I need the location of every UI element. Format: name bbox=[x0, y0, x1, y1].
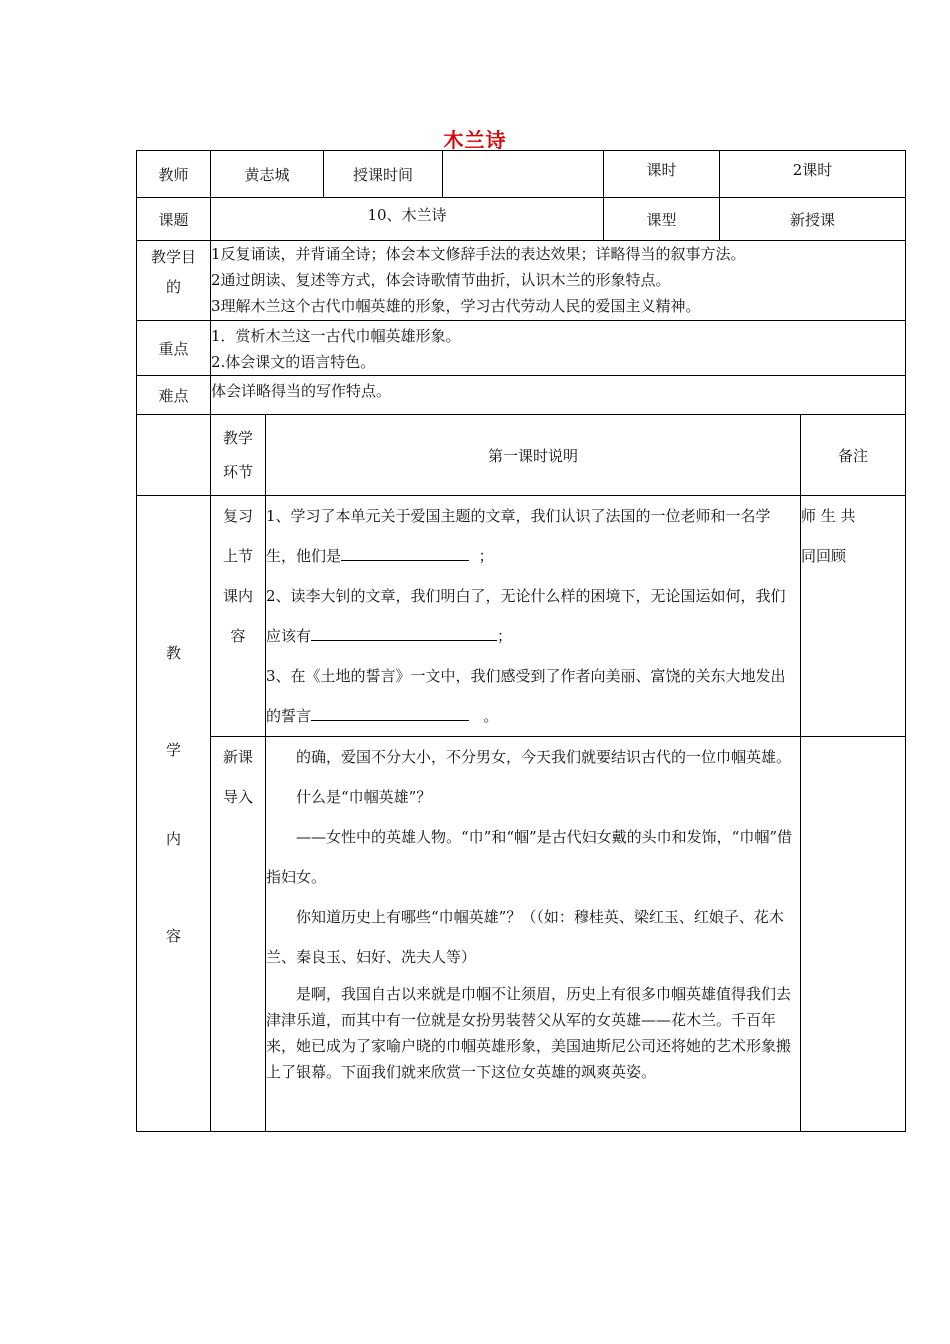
goals-content bbox=[211, 241, 906, 321]
review-question-text: 1、学习了本单元关于爱国主题的文章，我们认识了法国的一位老师和一名学生，他们是 bbox=[266, 507, 771, 565]
content-label bbox=[137, 496, 211, 1132]
review-question-end: 。 bbox=[483, 707, 499, 725]
key-points-row bbox=[137, 321, 906, 376]
step-header-line2: 环节 bbox=[222, 463, 253, 481]
intro-paragraph: 的确，爱国不分大小，不分男女，今天我们就要结识古代的一位巾帼英雄。 bbox=[296, 748, 792, 766]
difficulty-content: 体会详略得当的写作特点。 bbox=[211, 376, 906, 415]
review-remark bbox=[801, 496, 906, 737]
intro-label bbox=[211, 737, 266, 1132]
difficulty-label: 难点 bbox=[137, 376, 211, 415]
intro-paragraph: 什么是“巾帼英雄”？ bbox=[296, 788, 432, 806]
intro-content bbox=[266, 737, 801, 1132]
review-question-3 bbox=[266, 656, 800, 736]
review-row bbox=[137, 496, 906, 737]
goal-item: 2通过朗读、复述等方式，体会诗歌情节曲折，认识木兰的形象特点。 bbox=[211, 271, 671, 289]
content-label-char: 学 bbox=[165, 740, 181, 759]
review-label-line: 上节 bbox=[222, 547, 253, 565]
review-label-line: 容 bbox=[230, 627, 246, 645]
key-points-content bbox=[211, 321, 906, 376]
topic-label: 课题 bbox=[137, 198, 211, 241]
intro-row bbox=[137, 737, 906, 1132]
goals-row bbox=[137, 241, 906, 321]
key-point-item: 2.体会课文的语言特色。 bbox=[211, 353, 376, 371]
teacher-label: 教师 bbox=[137, 151, 211, 198]
step-header-line1: 教学 bbox=[222, 429, 253, 447]
review-label-line: 复习 bbox=[222, 507, 253, 525]
content-label-char: 内 bbox=[165, 829, 181, 848]
review-question-2 bbox=[266, 576, 800, 656]
header-row-2 bbox=[137, 198, 906, 241]
answer-blank bbox=[311, 704, 469, 721]
key-point-item: 1．赏析木兰这一古代巾帼英雄形象。 bbox=[211, 327, 461, 345]
review-question-end: ； bbox=[497, 627, 513, 645]
review-remark-line: 师 生 共 bbox=[801, 507, 856, 525]
topic-value: 10、木兰诗 bbox=[211, 198, 604, 241]
review-question-text: 2、读李大钊的文章，我们明白了，无论什么样的困境下，无论国运如何，我们应该有 bbox=[266, 587, 786, 645]
header-row-1 bbox=[137, 151, 906, 198]
intro-label-line: 新课 bbox=[222, 748, 253, 766]
answer-blank bbox=[341, 544, 469, 561]
time-label: 授课时间 bbox=[324, 151, 443, 198]
review-question-text: 3、在《土地的誓言》一文中，我们感受到了作者向美丽、富饶的关东大地发出的誓言 bbox=[266, 667, 786, 725]
time-value bbox=[443, 151, 604, 198]
review-question-1 bbox=[266, 496, 800, 576]
intro-label-line: 导入 bbox=[222, 788, 253, 806]
step-header bbox=[211, 415, 266, 496]
review-content bbox=[266, 496, 801, 737]
review-label bbox=[211, 496, 266, 737]
intro-paragraph: 你知道历史上有哪些“巾帼英雄”？（（如：穆桂英、梁红玉、红娘子、花木兰、秦良玉、妇好、冼夫人等） bbox=[266, 908, 784, 966]
section-header-row bbox=[137, 415, 906, 496]
review-remark-line: 同回顾 bbox=[801, 547, 847, 565]
goals-label-line1: 教学目 bbox=[150, 248, 196, 266]
answer-blank bbox=[311, 624, 497, 641]
hours-label: 课时 bbox=[604, 151, 720, 198]
difficulty-row bbox=[137, 376, 906, 415]
document-title: 木兰诗 bbox=[443, 128, 507, 152]
goal-item: 3理解木兰这个古代巾帼英雄的形象，学习古代劳动人民的爱国主义精神。 bbox=[211, 297, 701, 315]
key-points-label: 重点 bbox=[137, 321, 211, 376]
intro-remark bbox=[801, 737, 906, 1132]
empty-cell bbox=[137, 415, 211, 496]
content-label-char: 容 bbox=[165, 926, 181, 945]
type-value: 新授课 bbox=[720, 198, 906, 241]
goals-label-line2: 的 bbox=[165, 278, 181, 296]
goals-label bbox=[137, 241, 211, 321]
intro-paragraph: ——女性中的英雄人物。“巾”和“帼”是古代妇女戴的头巾和发饰，“巾帼”借指妇女。 bbox=[266, 828, 793, 886]
goal-item: 1反复诵读，并背诵全诗；体会本文修辞手法的表达效果；详略得当的叙事方法。 bbox=[211, 245, 746, 263]
type-label: 课型 bbox=[604, 198, 720, 241]
review-label-line: 课内 bbox=[222, 587, 253, 605]
intro-paragraph: 是啊，我国自古以来就是巾帼不让须眉，历史上有很多巾帼英雄值得我们去津津乐道，而其中有一位就是女扮男装替父从军的女英雄——花木兰。千百年来，她已成为了家喻户晓的巾帼英雄形象，美国迪斯尼公司还将她的艺术形象搬上了银幕。下面我们就来欣赏一下这位女英雄的飒爽英姿。 bbox=[266, 985, 792, 1081]
remark-header: 备注 bbox=[801, 415, 906, 496]
review-question-end: ； bbox=[478, 547, 494, 565]
content-label-char: 教 bbox=[165, 643, 181, 662]
hours-value: 2课时 bbox=[720, 151, 906, 198]
lesson-plan-table bbox=[136, 150, 906, 1132]
desc-header: 第一课时说明 bbox=[266, 415, 801, 496]
teacher-name: 黄志城 bbox=[211, 151, 324, 198]
